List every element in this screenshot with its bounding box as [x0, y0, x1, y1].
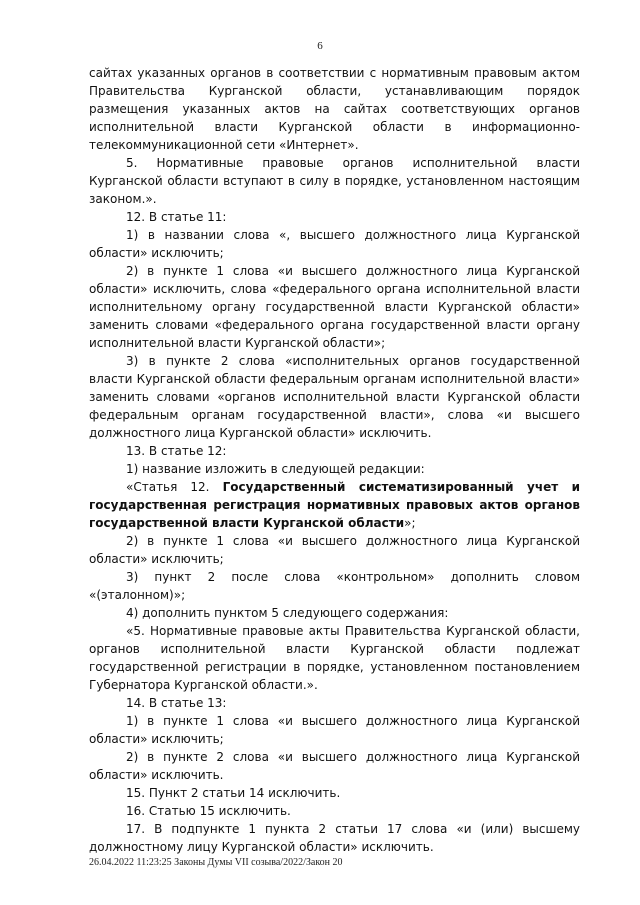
paragraph-article-11-sub-1: 1) в названии слова «, высшего должностного лица Курганской области» исключить; [89, 228, 580, 260]
article-title-prefix: «Статья 12. [126, 480, 223, 494]
document-body [89, 64, 580, 856]
paragraph-continuation: сайтах указанных органов в соответствии с нормативным правовым актом Правительства Курганской области, устанавливающим порядок размещения указанных актов на сайтах соответствующих органов исполнительной власти Курганской области в информационно-телекоммуникационной сети «Интернет». [89, 66, 580, 152]
paragraph-item-16: 16. Статью 15 исключить. [126, 804, 291, 818]
paragraph-item-15: 15. Пункт 2 статьи 14 исключить. [126, 786, 341, 800]
paragraph-article-12-sub-4: 4) дополнить пунктом 5 следующего содержания: [126, 606, 449, 620]
paragraph-article-13-sub-2: 2) в пункте 2 слова «и высшего должностного лица Курганской области» исключить. [89, 750, 580, 782]
footer-stamp: 26.04.2022 11:23:25 Законы Думы VII созыва/2022/Закон 20 [89, 857, 343, 868]
article-title-suffix: »; [404, 516, 416, 530]
article-title-bold: Государственный систематизированный учет и государственная регистрация нормативных правовых актов органов государственной власти Курганской области [89, 480, 580, 530]
paragraph-article-12-heading: 13. В статье 12: [126, 444, 227, 458]
paragraph-article-13-sub-1: 1) в пункте 1 слова «и высшего должностного лица Курганской области» исключить; [89, 714, 580, 746]
paragraph-article-12-new-item-5: «5. Нормативные правовые акты Правительства Курганской области, органов исполнительной власти Курганской области подлежат государственной регистрации в порядке, установленном постановлением Губернатора Курганской области.». [89, 624, 580, 692]
paragraph-article-11-sub-2: 2) в пункте 1 слова «и высшего должностного лица Курганской области» исключить, слова «федерального органа исполнительной власти исполнительному органу государственной власти Курганской области» заменить словами «федерального органа государственной власти органу исполнительной власти Курганской области»; [89, 264, 580, 350]
paragraph-article-12-title [89, 478, 580, 532]
paragraph-item-17: 17. В подпункте 1 пункта 2 статьи 17 слова «и (или) высшему должностному лицу Курганской области» исключить. [89, 822, 580, 854]
paragraph-article-11-sub-3: 3) в пункте 2 слова «исполнительных органов государственной власти Курганской области федеральным органам исполнительной власти» заменить словами «органов исполнительной власти Курганской области федеральным органам государственной власти», слова «и высшего должностного лица Курганской области» исключить. [89, 354, 580, 440]
paragraph-item-5: 5. Нормативные правовые органов исполнительной власти Курганской области вступают в силу в порядке, установленном настоящим законом.». [89, 156, 580, 206]
paragraph-article-12-sub-3: 3) пункт 2 после слова «контрольном» дополнить словом «(эталонном)»; [89, 570, 580, 602]
page-number: 6 [317, 40, 323, 52]
paragraph-article-12-sub-2: 2) в пункте 1 слова «и высшего должностного лица Курганской области» исключить; [89, 534, 580, 566]
paragraph-article-13-heading: 14. В статье 13: [126, 696, 227, 710]
paragraph-article-11-heading: 12. В статье 11: [126, 210, 227, 224]
paragraph-article-12-sub-1: 1) название изложить в следующей редакции: [126, 462, 425, 476]
